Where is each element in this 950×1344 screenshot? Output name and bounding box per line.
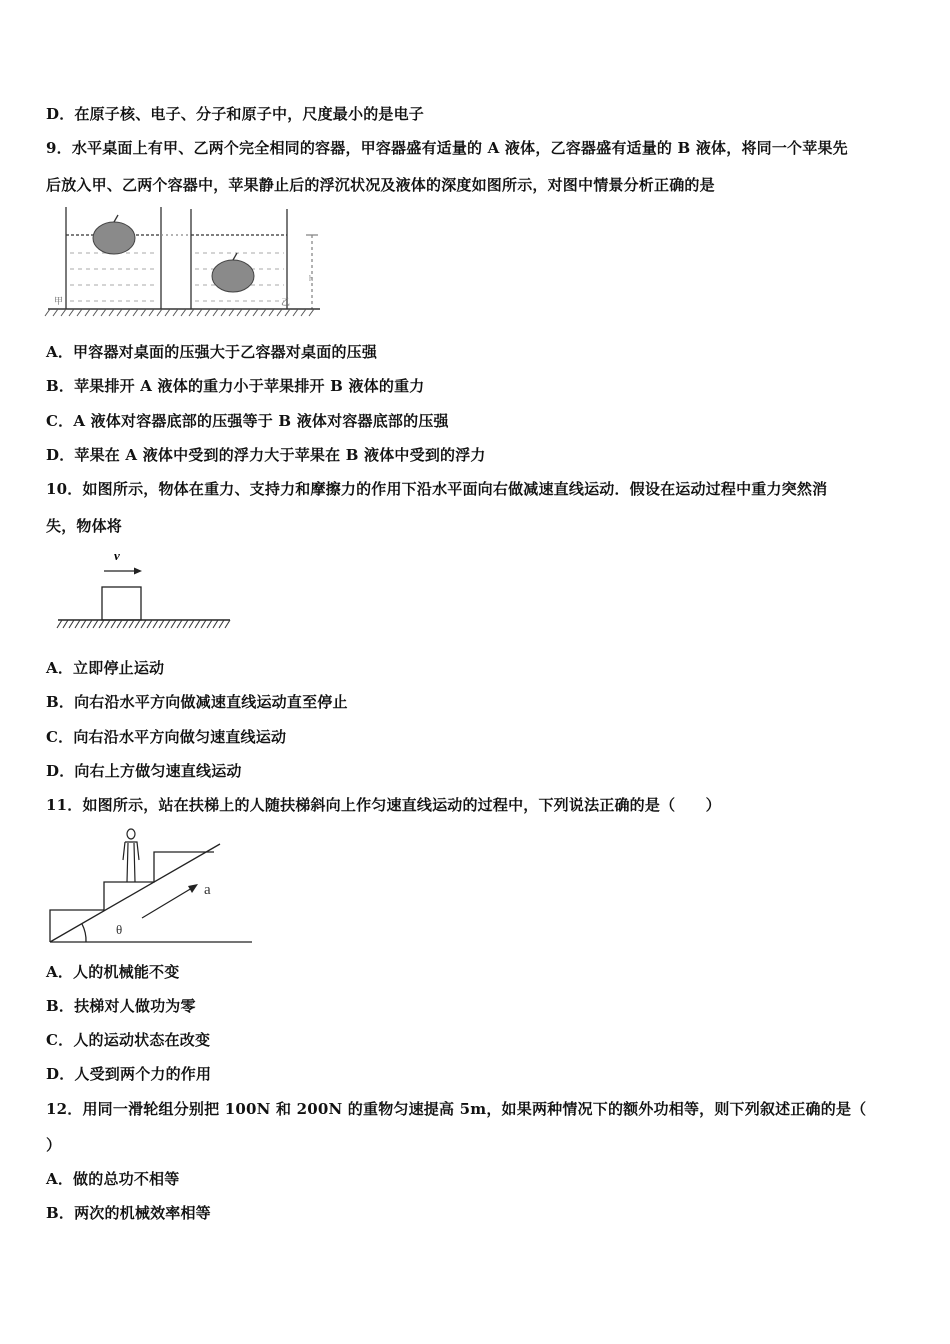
block-figure bbox=[56, 545, 234, 633]
block-box bbox=[102, 587, 141, 620]
q11-option-b: B．扶梯对人做功为零 bbox=[46, 997, 196, 1015]
apple-icon-right bbox=[212, 253, 254, 292]
label-v: v bbox=[114, 548, 120, 563]
q10-option-c: C．向右沿水平方向做匀速直线运动 bbox=[46, 728, 287, 746]
q8-option-d: D．在原子核、电子、分子和原子中，尺度最小的是电子 bbox=[46, 105, 425, 123]
apple-icon-left bbox=[93, 215, 135, 254]
velocity-arrow-icon bbox=[134, 568, 142, 575]
q10-stem-line1: 10．如图所示，物体在重力、支持力和摩擦力的作用下沿水平面向右做减速直线运动．假设在运动过程中重力突然消 bbox=[46, 480, 828, 498]
q11-option-d: D．人受到两个力的作用 bbox=[46, 1065, 212, 1083]
q10-option-a: A．立即停止运动 bbox=[46, 659, 165, 677]
q9-stem-line2: 后放入甲、乙两个容器中，苹果静止后的浮沉状况及液体的深度如图所示，对图中情景分析正确的是 bbox=[46, 176, 715, 194]
q10-option-b: B．向右沿水平方向做减速直线运动直至停止 bbox=[46, 693, 348, 711]
q12-stem-line2: ） bbox=[46, 1136, 62, 1154]
q9-stem-line1: 9．水平桌面上有甲、乙两个完全相同的容器，甲容器盛有适量的 A 液体，乙容器盛有适量的 B 液体，将同一个苹果先 bbox=[46, 139, 848, 157]
q9-option-a: A．甲容器对桌面的压强大于乙容器对桌面的压强 bbox=[46, 343, 378, 361]
escalator-figure bbox=[46, 824, 256, 948]
q9-option-b: B．苹果排开 A 液体的重力小于苹果排开 B 液体的重力 bbox=[46, 377, 425, 395]
q12-option-b: B．两次的机械效率相等 bbox=[46, 1204, 211, 1222]
label-h: h bbox=[309, 274, 313, 283]
q9-option-d: D．苹果在 A 液体中受到的浮力大于苹果在 B 液体中受到的浮力 bbox=[46, 446, 486, 464]
q12-option-a: A．做的总功不相等 bbox=[46, 1170, 180, 1188]
acceleration-arrow-icon bbox=[188, 884, 198, 893]
label-a: a bbox=[204, 882, 211, 898]
q10-option-d: D．向右上方做匀速直线运动 bbox=[46, 762, 242, 780]
containers-figure bbox=[44, 205, 330, 325]
q11-option-c: C．人的运动状态在改变 bbox=[46, 1031, 211, 1049]
q12-stem-line1: 12．用同一滑轮组分别把 100N 和 200N 的重物匀速提高 5m，如果两种情况下的额外功相等，则下列叙述正确的是（ bbox=[46, 1100, 867, 1118]
q10-stem-line2: 失，物体将 bbox=[46, 517, 123, 535]
label-jia: 甲 bbox=[54, 296, 64, 306]
label-theta: θ bbox=[116, 922, 123, 937]
q11-stem: 11．如图所示，站在扶梯上的人随扶梯斜向上作匀速直线运动的过程中，下列说法正确的是（ ） bbox=[46, 796, 721, 814]
q9-option-c: C．A 液体对容器底部的压强等于 B 液体对容器底部的压强 bbox=[46, 412, 449, 430]
person-icon bbox=[123, 829, 139, 882]
q11-option-a: A．人的机械能不变 bbox=[46, 963, 180, 981]
label-yi: 乙 bbox=[281, 297, 291, 307]
